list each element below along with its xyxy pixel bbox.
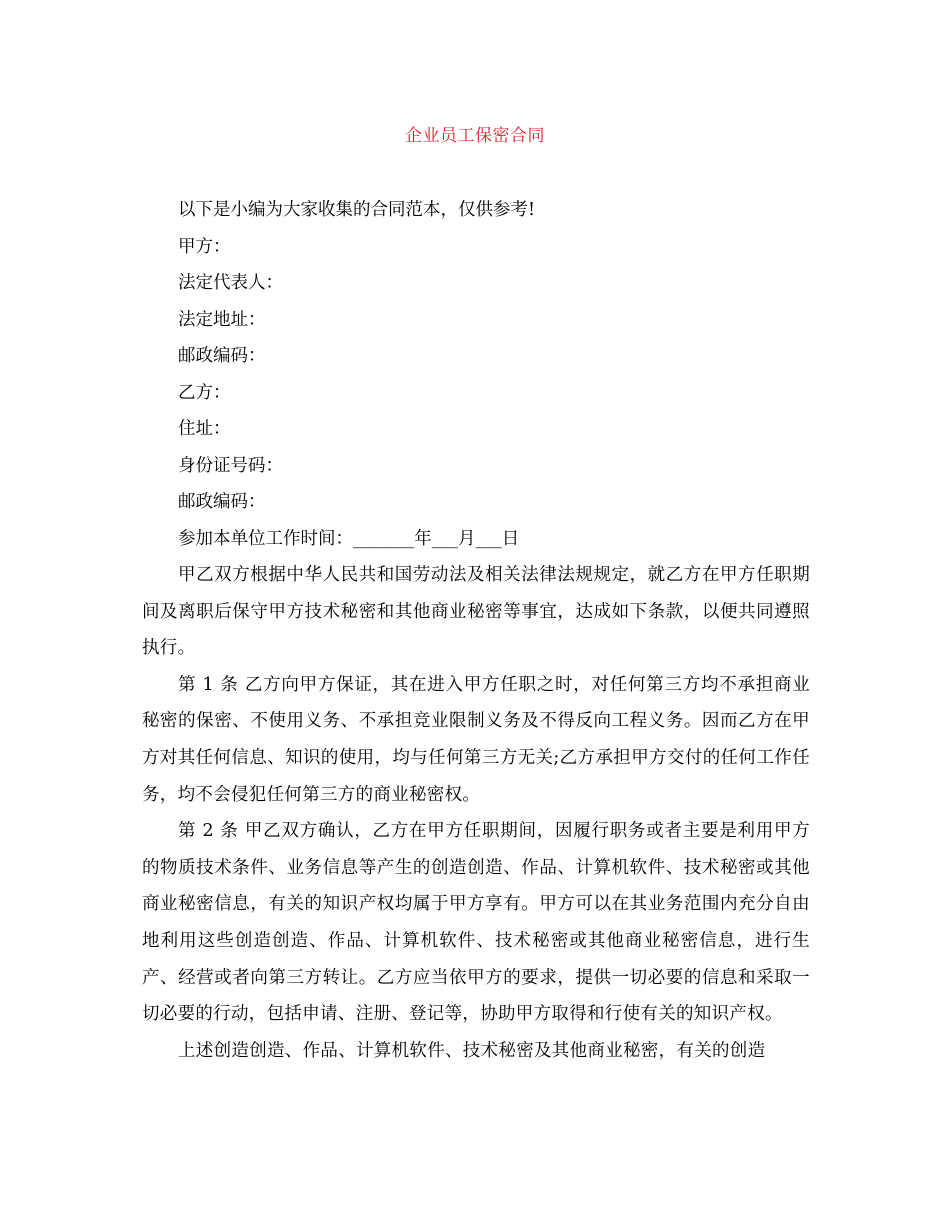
paragraph-article-2: 第 2 条 甲乙双方确认，乙方在甲方任职期间，因履行职务或者主要是利用甲方的物质技术条件、业务信息等产生的创造创造、作品、计算机软件、技术秘密或其他商业秘密信息，有关的知识产权均属于甲方享有。甲方可以在其业务范围内充分自由地利用这些创造创造、作品、计算机软件、技术秘密或其他商业秘密信息，进行生产、经营或者向第三方转让。乙方应当依甲方的要求，提供一切必要的信息和采取一切必要的行动，包括申请、注册、登记等，协助甲方取得和行使有关的知识产权。 [142,821,810,1025]
field-legal-address: 法定地址： [178,309,266,330]
field-legal-representative: 法定代表人： [178,273,283,293]
paragraph-preamble: 甲乙双方根据中华人民共和国劳动法及相关法律法规规定，就乙方在甲方任职期间及离职后保守甲方技术秘密和其他商业秘密等事宜，达成如下条款，以便共同遵照执行。 [142,565,810,659]
paragraph-continuation: 上述创造创造、作品、计算机软件、技术秘密及其他商业秘密，有关的创造 [178,1040,766,1061]
field-address: 住址： [178,419,231,439]
field-id-number: 身份证号码： [178,455,283,476]
field-party-b: 乙方： [178,382,231,403]
document-body [142,192,810,1069]
document-title: 企业员工保密合同 [405,126,545,146]
paragraph-article-1: 第 1 条 乙方向甲方保证，其在进入甲方任职之时，对任何第三方均不承担商业秘密的保密、不使用义务、不承担竞业限制义务及不得反向工程义务。因而乙方在甲方对其任何信息、知识的使用，均与任何第三方无关;乙方承担甲方交付的任何工作任务，均不会侵犯任何第三方的商业秘密权。 [142,674,810,805]
field-postal-code-b: 邮政编码： [178,492,266,512]
field-start-date: 参加本单位工作时间：_______年___月___日 [178,528,520,549]
intro-line: 以下是小编为大家收集的合同范本，仅供参考! [178,200,536,220]
field-postal-code-a: 邮政编码： [178,346,266,366]
field-party-a: 甲方： [178,236,231,257]
